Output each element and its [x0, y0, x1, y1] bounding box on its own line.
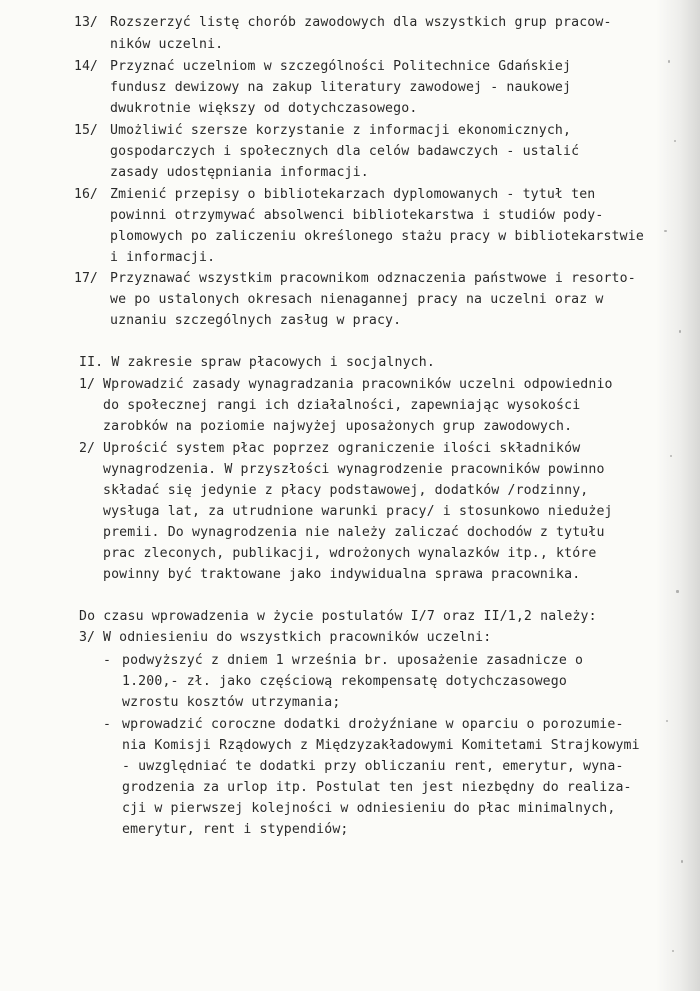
section-heading: II. W zakresie spraw płacowych i socjalnych. — [79, 355, 435, 370]
text-line: plomowych po zaliczeniu określonego stażu pracy w bibliotekarstwie — [110, 229, 644, 244]
text-line: fundusz dewizowy na zakup literatury zawodowej - naukowej — [110, 80, 572, 95]
scan-speck — [670, 455, 672, 457]
text-line: składać się jedynie z płacy podstawowej, dodatków /rodzinny, — [103, 483, 589, 498]
scan-edge-shadow — [656, 0, 700, 991]
text-line: uznaniu szczególnych zasług w pracy. — [110, 313, 402, 328]
item-number: 14/ — [74, 59, 98, 74]
text-line: cji w pierwszej kolejności w odniesieniu do płac minimalnych, — [122, 801, 616, 816]
text-line: wynagrodzenia. W przyszłości wynagrodzenie pracowników powinno — [103, 462, 605, 477]
text-line: wprowadzić coroczne dodatki drożyźniane w oparciu o porozumie- — [122, 717, 624, 732]
text-line: podwyższyć z dniem 1 września br. uposażenie zasadnicze o — [122, 653, 584, 668]
text-line: Uprościć system płac poprzez ograniczenie ilości składników — [103, 441, 581, 456]
text-line: Umożliwić szersze korzystanie z informacji ekonomicznych, — [110, 123, 572, 138]
text-line: emerytur, rent i stypendiów; — [122, 822, 349, 837]
item-number: 15/ — [74, 123, 98, 138]
scan-speck — [679, 330, 681, 333]
text-line: Wprowadzić zasady wynagradzania pracowników uczelni odpowiednio — [103, 377, 613, 392]
item-number: 13/ — [74, 15, 98, 30]
item-number: 16/ — [74, 187, 98, 202]
text-line: Przyznawać wszystkim pracownikom odznaczenia państwowe i resorto- — [110, 271, 636, 286]
text-line: grodzenia za urlop itp. Postulat ten jest niezbędny do realiza- — [122, 780, 632, 795]
text-line: 1.200,- zł. jako częściową rekompensatę dotychczasowego — [122, 674, 567, 689]
text-line: i informacji. — [110, 250, 216, 265]
item-number: 17/ — [74, 271, 98, 286]
text-line: wysługa lat, za utrudnione warunki pracy/ i stosunkowo niedużej — [103, 504, 613, 519]
text-line: Przyznać uczelniom w szczególności Politechnice Gdańskiej — [110, 59, 572, 74]
text-line: we po ustalonych okresach nienagannej pracy na uczelni oraz w — [110, 292, 604, 307]
text-line: - uwzględniać te dodatki przy obliczaniu rent, emerytur, wyna- — [122, 759, 624, 774]
scan-speck — [668, 60, 670, 63]
dash-bullet: - — [103, 653, 111, 668]
text-line: powinny być traktowane jako indywidualna sprawa pracownika. — [103, 567, 581, 582]
item-number: 1/ — [79, 377, 95, 392]
text-line: nia Komisji Rządowych z Międzyzakładowymi Komitetami Strajkowymi — [122, 738, 640, 753]
text-line: premii. Do wynagrodzenia nie należy zaliczać dochodów z tytułu — [103, 525, 605, 540]
intro-text: Do czasu wprowadzenia w życie postulatów I/7 oraz II/1,2 należy: — [79, 609, 597, 624]
text-line: zasady udostępniania informacji. — [110, 165, 369, 180]
text-line: wzrostu kosztów utrzymania; — [122, 695, 341, 710]
text-line: W odniesieniu do wszystkich pracowników uczelni: — [103, 630, 492, 645]
text-line: dwukrotnie większy od dotychczasowego. — [110, 101, 418, 116]
text-line: Rozszerzyć listę chorób zawodowych dla wszystkich grup pracow- — [110, 15, 612, 30]
scan-speck — [666, 720, 668, 722]
item-number: 3/ — [79, 630, 95, 645]
scan-speck — [674, 140, 676, 142]
scan-speck — [676, 590, 679, 593]
text-line: Zmienić przepisy o bibliotekarzach dyplomowanych - tytuł ten — [110, 187, 596, 202]
dash-bullet: - — [103, 717, 111, 732]
text-line: do społecznej rangi ich działalności, zapewniając wysokości — [103, 398, 581, 413]
text-line: prac zleconych, publikacji, wdrożonych wynalazków itp., które — [103, 546, 597, 561]
scan-speck — [672, 950, 674, 952]
text-line: powinni otrzymywać absolwenci bibliotekarstwa i studiów pody- — [110, 208, 604, 223]
text-line: zarobków na poziomie najwyżej uposażonych grup zawodowych. — [103, 419, 573, 434]
scan-speck — [664, 230, 667, 232]
scan-speck — [681, 860, 683, 863]
text-line: ników uczelni. — [110, 37, 224, 52]
item-number: 2/ — [79, 441, 95, 456]
text-line: gospodarczych i społecznych dla celów badawczych - ustalić — [110, 144, 580, 159]
